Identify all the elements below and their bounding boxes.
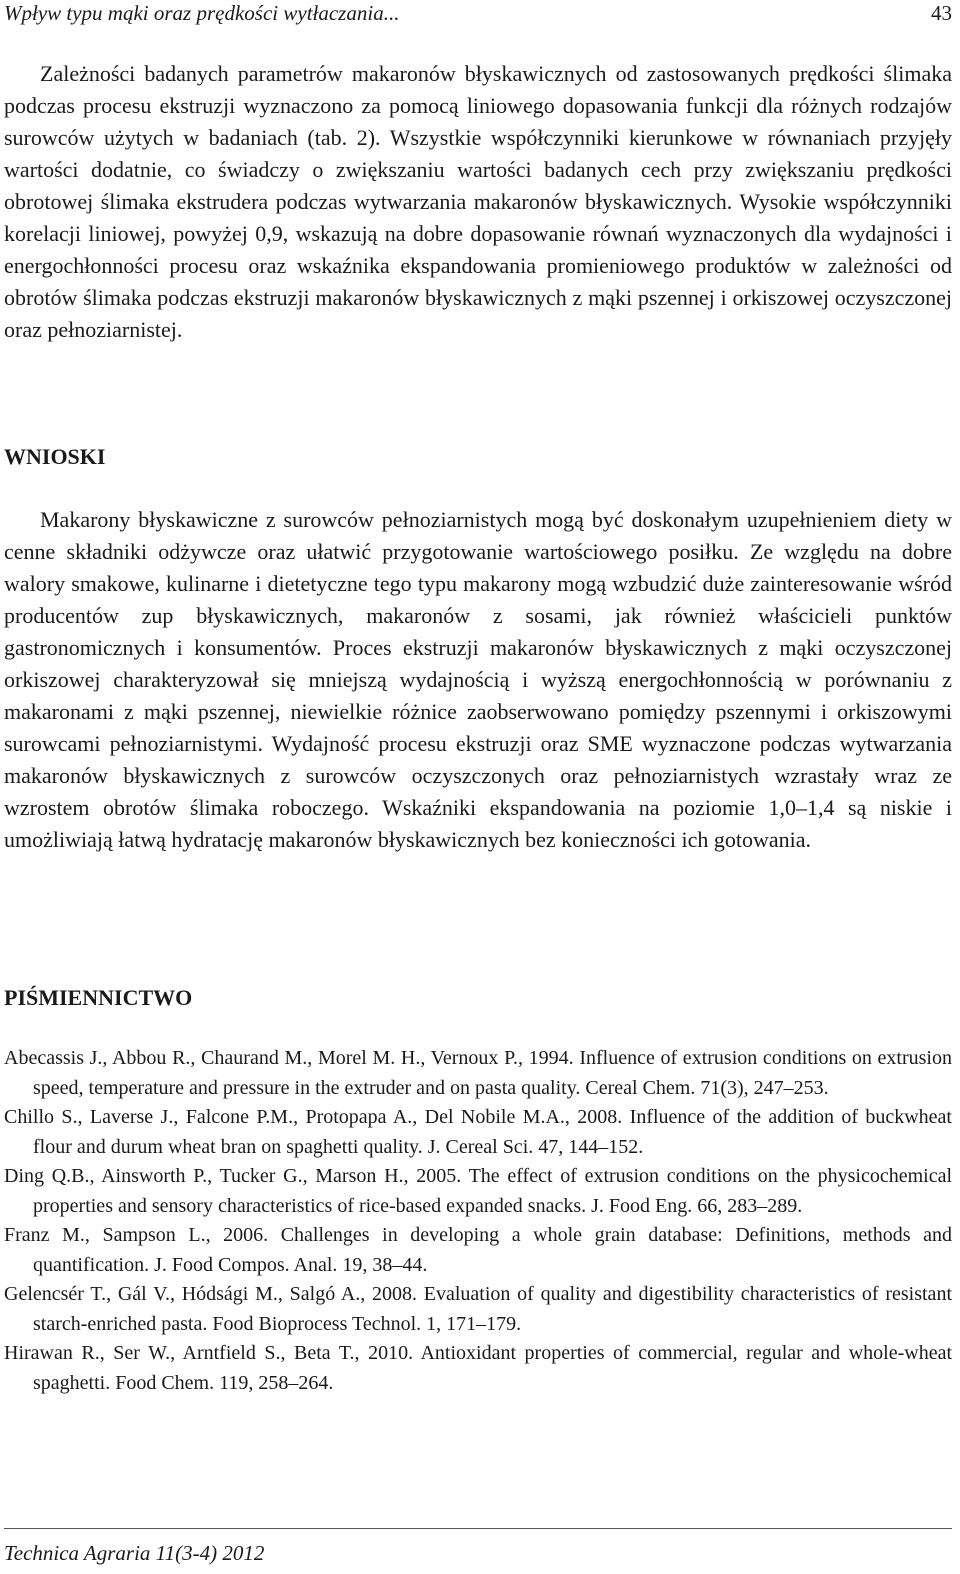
journal-footer: Technica Agraria 11(3-4) 2012 xyxy=(4,1541,265,1565)
conclusions-heading: WNIOSKI xyxy=(4,444,106,469)
reference-item: Gelencsér T., Gál V., Hódsági M., Salgó A., 2008. Evaluation of quality and digestibility characteristics of resistant starch-enriched pasta. Food Bioprocess Technol. 1, 171–179. xyxy=(4,1283,952,1335)
references-heading: PIŚMIENNICTWO xyxy=(4,985,193,1010)
running-title: Wpływ typu mąki oraz prędkości wytłaczania... xyxy=(4,1,400,25)
reference-item: Abecassis J., Abbou R., Chaurand M., Morel M. H., Vernoux P., 1994. Influence of extrusion conditions on extrusion speed, temperature and pressure in the extruder and on pasta quality. Cereal Chem. 71(3), 247–253. xyxy=(4,1047,952,1099)
reference-item: Chillo S., Laverse J., Falcone P.M., Protopapa A., Del Nobile M.A., 2008. Influence of the addition of buckwheat flour and durum wheat bran on spaghetti quality. J. Cereal Sci. 47, 144–152. xyxy=(4,1106,952,1158)
footer-divider xyxy=(4,1528,952,1529)
reference-list xyxy=(4,1044,952,1398)
conclusions-paragraph: Makarony błyskawiczne z surowców pełnoziarnistych mogą być doskonałym uzupełnieniem diety w cenne składniki odżywcze oraz ułatwić przygotowanie wartościowego posiłku. Ze względu na dobre walory smakowe, kulinarne i dietetyczne tego typu makarony mogą wzbudzić duże zainteresowanie wśród producentów zup błyskawicznych, makaronów z sosami, jak również właścicieli punktów gastronomicznych i konsumentów. Proces ekstruzji makaronów błyskawicznych z mąki oczyszczonej orkiszowej charakteryzował się mniejszą wydajnością i wyższą energochłonnością w porównaniu z makaronami z mąki pszennej, niewielkie różnice zaobserwowano pomiędzy pszennymi i orkiszowymi surowcami pełnoziarnistymi. Wydajność procesu ekstruzji oraz SME wyznaczone podczas wytwarzania makaronów błyskawicznych z surowców oczyszczonych oraz pełnoziarnistych wzrastały wraz ze wzrostem obrotów ślimaka roboczego. Wskaźniki ekspandowania na poziomie 1,0–1,4 są niskie i umożliwiają łatwą hydratację makaronów błyskawicznych bez konieczności ich gotowania. xyxy=(4,507,952,852)
document-page xyxy=(4,0,952,1574)
reference-item: Hirawan R., Ser W., Arntfield S., Beta T., 2010. Antioxidant properties of commercial, regular and whole-wheat spaghetti. Food Chem. 119, 258–264. xyxy=(4,1342,952,1394)
running-header xyxy=(4,0,952,26)
reference-item: Ding Q.B., Ainsworth P., Tucker G., Marson H., 2005. The effect of extrusion conditions on the physicochemical properties and sensory characteristics of rice-based expanded snacks. J. Food Eng. 66, 283–289. xyxy=(4,1165,952,1217)
reference-item: Franz M., Sampson L., 2006. Challenges in developing a whole grain database: Definitions, methods and quantification. J. Food Compos. Anal. 19, 38–44. xyxy=(4,1224,952,1276)
page-number: 43 xyxy=(931,1,952,25)
body-paragraph: Zależności badanych parametrów makaronów błyskawicznych od zastosowanych prędkości ślimaka podczas procesu ekstruzji wyznaczono za pomocą liniowego dopasowania funkcji dla różnych rodzajów surowców użytych w badaniach (tab. 2). Wszystkie współczynniki kierunkowe w równaniach przyjęły wartości dodatnie, co świadczy o zwiększaniu wartości badanych cech przy zwiększaniu prędkości obrotowej ślimaka ekstrudera podczas wytwarzania makaronów błyskawicznych. Wysokie współczynniki korelacji liniowej, powyżej 0,9, wskazują na dobre dopasowanie równań wyznaczonych dla wydajności i energochłonności procesu oraz wskaźnika ekspandowania promieniowego produktów w zależności od obrotów ślimaka podczas ekstruzji makaronów błyskawicznych z mąki pszennej i orkiszowej oczyszczonej oraz pełnoziarnistej. xyxy=(4,61,952,342)
